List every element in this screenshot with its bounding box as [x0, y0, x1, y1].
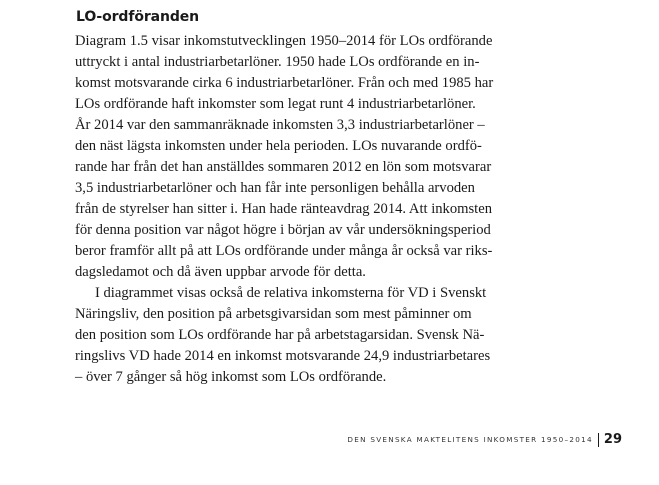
text-line: uttryckt i antal industriarbetarlöner. 1950 hade LOs ordförande en in-: [75, 54, 480, 70]
text-line: komst motsvarande cirka 6 industriarbetarlöner. Från och med 1985 har: [75, 75, 494, 91]
body-text: [75, 31, 555, 388]
text-line: ringslivs VD hade 2014 en inkomst motsvarande 24,9 industriarbetares: [75, 348, 491, 364]
text-line: för denna position var något högre i början av vår undersökningsperiod: [75, 222, 491, 238]
text-line: 3,5 industriarbetarlöner och han får inte personligen behålla arvoden: [75, 180, 475, 196]
text-line: beror framför allt på att LOs ordförande under många år också var riks-: [75, 243, 493, 259]
text-line: År 2014 var den sammanräknade inkomsten 3,3 industriarbetarlöner –: [75, 117, 485, 133]
text-line: Diagram 1.5 visar inkomstutvecklingen 1950–2014 för LOs ordförande: [75, 33, 493, 49]
text-line: rande har från det han anställdes sommaren 2012 en lön som motsvarar: [75, 159, 492, 175]
text-line: Näringsliv, den position på arbetsgivarsidan som mest påminner om: [75, 306, 472, 322]
text-line: den position som LOs ordförande har på arbetstagarsidan. Svensk Nä-: [75, 327, 485, 343]
footer-divider: [598, 433, 599, 447]
running-title: DEN SVENSKA MAKTELITENS INKOMSTER 1950–2014: [347, 435, 593, 444]
page-number: 29: [603, 432, 622, 447]
text-line: den näst lägsta inkomsten under hela perioden. LOs nuvarande ordfö-: [75, 138, 482, 154]
section-heading: LO-ordföranden: [76, 9, 200, 25]
page-footer: [347, 432, 622, 447]
paragraph-1: [75, 31, 555, 283]
text-line: I diagrammet visas också de relativa inkomsterna för VD i Svenskt: [95, 285, 487, 301]
text-line: från de styrelser han sitter i. Han hade ränteavdrag 2014. Att inkomsten: [75, 201, 493, 217]
text-line: – över 7 gånger så hög inkomst som LOs ordförande.: [75, 369, 387, 385]
text-line: dagsledamot och då även uppbar arvode för detta.: [75, 264, 366, 280]
text-line: LOs ordförande haft inkomster som legat runt 4 industriarbetarlöner.: [75, 96, 476, 112]
paragraph-2: [75, 283, 555, 388]
